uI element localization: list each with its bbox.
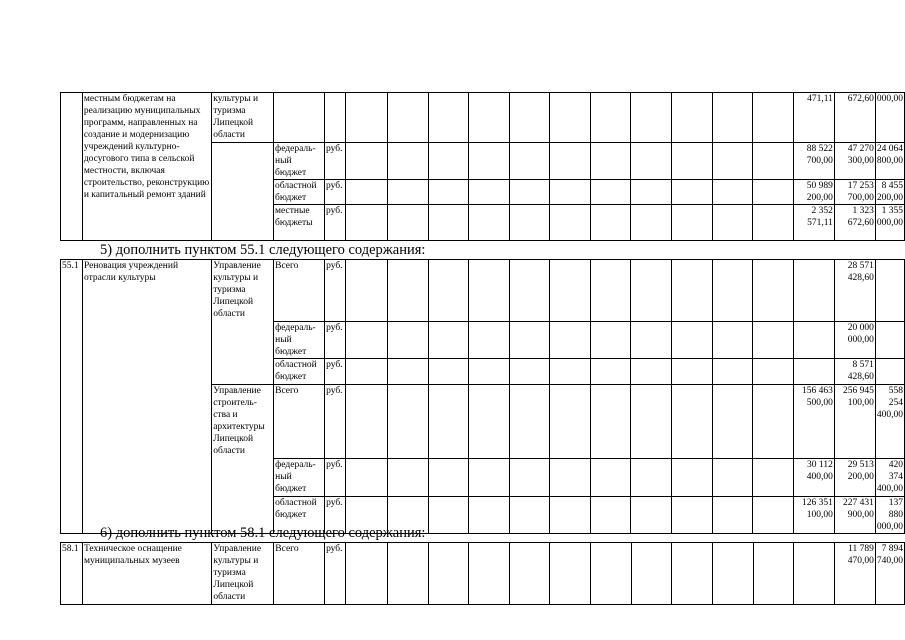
source-cell: Всего (274, 260, 325, 322)
number-cell (61, 93, 83, 241)
value-cell: 558 254 400,00 (875, 385, 904, 459)
value-cell (793, 322, 834, 359)
value-cell: 137 880 000,00 (876, 498, 903, 532)
source-cell: местные бюджеты (274, 205, 325, 241)
unit-cell: руб. (325, 543, 346, 605)
source-cell (274, 93, 325, 143)
value-cell: 47 270 300,00 (834, 143, 875, 180)
value-cell (793, 260, 834, 322)
value-cell: 30 112 400,00 (793, 459, 834, 497)
value-cell: 2 352 571,11 (793, 205, 834, 241)
table-continuation (60, 92, 905, 241)
table-55-1 (60, 259, 905, 534)
source-cell: областной бюджет (274, 497, 325, 534)
value-cell: 50 989 200,00 (793, 180, 834, 205)
value-cell: 156 463 500,00 (793, 385, 834, 459)
source-cell: федераль-ный бюджет (274, 143, 325, 180)
value-cell: 24 064 800,00 (875, 143, 904, 180)
value-cell: 20 000 000,00 (834, 322, 875, 359)
value-cell: 1 355 000,00 (875, 205, 904, 241)
responsible-cell: Управление строитель-ства и архитектуры Липецкой области (212, 385, 274, 534)
value-cell (875, 359, 904, 385)
value-cell: 11 789 470,00 (834, 543, 875, 605)
value-cell: 1 323 672,60 (834, 205, 875, 241)
number-cell: 58.1 (61, 543, 83, 605)
source-cell: Всего (274, 543, 325, 605)
activity-name-cell: местным бюджетам на реализацию муниципальных программ, направленных на создание и модернизацию учреждений культурно-досугового типа в сельской местности, включая строительство, реконструкцию и капитальный ремонт зданий (82, 93, 211, 241)
value-cell (875, 322, 904, 359)
value-cell (793, 359, 834, 385)
value-cell: 8 455 200,00 (876, 181, 903, 203)
table-row (61, 543, 905, 605)
source-cell: областной бюджет (274, 180, 325, 205)
table-row (61, 93, 905, 143)
value-cell: 7 894 740,00 (875, 543, 904, 605)
source-cell: федераль-ный бюджет (274, 322, 325, 359)
value-cell: 672,60 (834, 93, 875, 143)
responsible-cell: культуры и туризма Липецкой области (212, 93, 274, 143)
value-cell: 29 513 200,00 (834, 459, 875, 497)
value-cell: 471,11 (793, 93, 834, 143)
source-cell: федераль-ный бюджет (274, 459, 325, 497)
value-cell: 000,00 (875, 93, 904, 143)
value-cell: 256 945 100,00 (834, 385, 875, 459)
unit-cell: руб. (324, 143, 345, 180)
unit-cell: руб. (324, 205, 345, 241)
value-cell: 227 431 900,00 (834, 497, 875, 534)
source-cell: Всего (274, 385, 325, 459)
activity-name-cell: Реновация учреждений отрасли культуры (82, 260, 211, 534)
responsible-cell: Управление культуры и туризма Липецкой области (212, 260, 274, 385)
value-cell (794, 543, 835, 605)
value-cell: 28 571 428,60 (834, 260, 875, 322)
unit-cell: руб. (325, 359, 346, 385)
unit-cell: руб. (325, 385, 346, 459)
table-58-1 (60, 542, 905, 605)
activity-name-cell: Техническое оснащение муниципальных музеев (82, 543, 211, 605)
responsible-cell: Управление культуры и туризма Липецкой области (212, 543, 274, 605)
unit-cell (324, 93, 345, 143)
section-heading-58-1: 6) дополнить пунктом 58.1 следующего содержания: (100, 525, 426, 541)
table-row (61, 260, 905, 322)
value-cell: 126 351 100,00 (793, 497, 834, 534)
unit-cell: руб. (325, 260, 346, 322)
unit-cell: руб. (325, 497, 346, 534)
value-cell: 88 522 700,00 (793, 143, 834, 180)
number-cell: 55.1 (61, 260, 83, 534)
value-cell (875, 260, 904, 322)
value-cell: 8 571 428,60 (834, 359, 875, 385)
value-cell: 420 374 400,00 (875, 459, 904, 497)
unit-cell: руб. (324, 180, 345, 205)
source-cell: областной бюджет (274, 359, 325, 385)
unit-cell: руб. (325, 459, 346, 497)
section-heading-55-1: 5) дополнить пунктом 55.1 следующего содержания: (100, 242, 426, 258)
unit-cell: руб. (325, 322, 346, 359)
value-cell: 17 253 700,00 (834, 180, 875, 205)
responsible-cell (212, 143, 274, 241)
